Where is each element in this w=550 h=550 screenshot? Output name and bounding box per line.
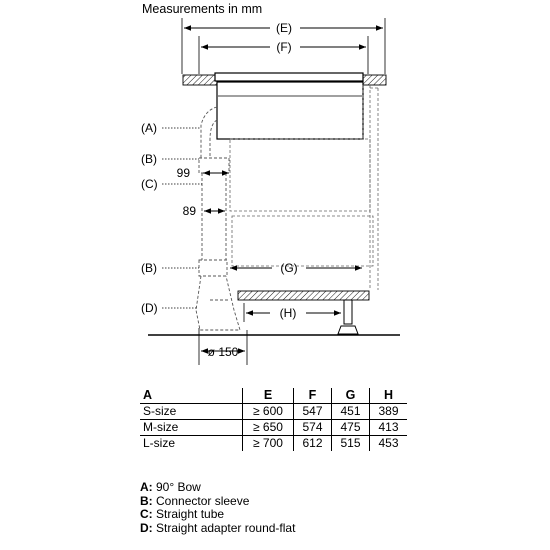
label-g: (G): [280, 261, 298, 275]
label-c: (C): [141, 177, 158, 191]
table-header-cell: A: [140, 388, 243, 404]
table-row: [140, 420, 407, 436]
label-h: (H): [279, 306, 297, 320]
dimension-h: [244, 303, 341, 322]
table-cell: 547: [294, 404, 332, 420]
parts-legend: [140, 481, 295, 535]
callout-b-lower: [141, 261, 199, 275]
callout-a: [141, 121, 201, 135]
table-cell: 389: [370, 404, 408, 420]
legend-text: Connector sleeve: [152, 493, 250, 508]
label-f: (F): [276, 40, 292, 54]
callout-d: [141, 301, 197, 315]
bottom-shelf: [238, 291, 369, 300]
table-cell: 451: [332, 404, 370, 420]
label-89: 89: [182, 204, 196, 218]
table-cell: 515: [332, 436, 370, 452]
table-row: [140, 436, 407, 452]
dimension-f: [199, 36, 368, 74]
label-d: (D): [141, 301, 158, 315]
table-cell: 612: [294, 436, 332, 452]
diagram-title: Measurements in mm: [142, 2, 263, 16]
dimension-diameter: [199, 328, 247, 365]
table-cell: 475: [332, 420, 370, 436]
table-header-row: [140, 388, 407, 404]
label-b-lower: (B): [141, 261, 157, 275]
legend-text: Straight tube: [152, 507, 225, 521]
legend-key: C:: [140, 507, 153, 521]
cabinet-leg: [338, 300, 358, 334]
table-row: [140, 404, 407, 420]
legend-key: B:: [140, 493, 153, 508]
legend-key: D:: [140, 520, 153, 535]
label-99: 99: [176, 166, 190, 180]
table-cell: 453: [370, 436, 408, 452]
size-table: [140, 388, 407, 451]
legend-item: [140, 481, 295, 495]
table-cell: S-size: [143, 404, 177, 418]
dimension-g: [230, 261, 362, 275]
table-header-cell: E: [243, 388, 294, 404]
table-cell: L-size: [140, 436, 243, 452]
table-cell: 413: [370, 420, 408, 436]
legend-key: A:: [140, 480, 153, 494]
callout-c: [141, 177, 202, 191]
table-cell: M-size: [140, 420, 243, 436]
label-e: (E): [276, 21, 292, 35]
legend-item: [140, 508, 295, 522]
table-header-cell: F: [294, 388, 332, 404]
table-cell: 574: [294, 420, 332, 436]
label-diameter: ø 150: [207, 345, 239, 359]
table-header-cell: H: [370, 388, 408, 404]
legend-text: Straight adapter round-flat: [152, 520, 296, 535]
legend-text: 90° Bow: [152, 480, 201, 494]
duct-assembly: [196, 107, 240, 330]
cooktop-body: [217, 82, 363, 139]
table-cell: ≥ 650: [243, 420, 294, 436]
legend-item: [140, 495, 295, 509]
callout-b-upper: [141, 152, 199, 166]
legend-item: [140, 522, 295, 536]
table-header-cell: G: [332, 388, 370, 404]
dimension-89: [183, 204, 225, 218]
label-b-upper: (B): [141, 152, 157, 166]
table-cell: ≥ 700: [243, 436, 294, 452]
label-a: (A): [141, 121, 157, 135]
table-cell: ≥ 600: [243, 404, 294, 420]
